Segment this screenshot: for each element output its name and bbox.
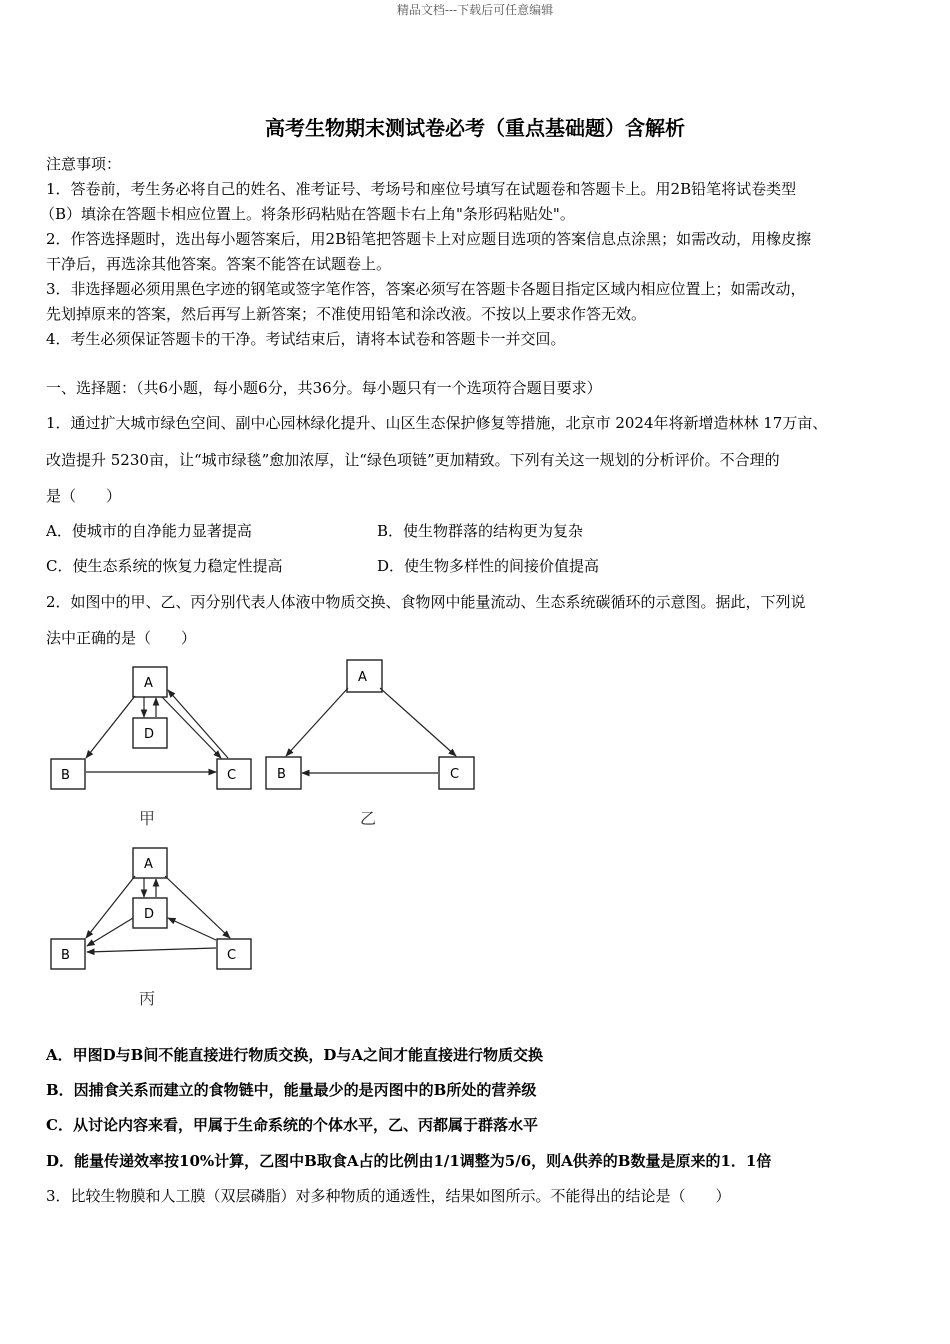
notice-line: 3．非选择题必须用黑色字迹的钢笔或签字笔作答，答案必须写在答题卡各题目指定区域内相应位置上；如需改动， — [46, 280, 806, 298]
q2-option-a: A．甲图D与B间不能直接进行物质交换，D与A之间才能直接进行物质交换 — [46, 1046, 543, 1064]
caption-yi: 乙 — [360, 809, 377, 828]
node-a-label: A — [144, 857, 153, 872]
node-c-label: C — [450, 767, 460, 782]
q3-stem: 3．比较生物膜和人工膜（双层磷脂）对多种物质的通透性，结果如图所示。不能得出的结论是（ ） — [46, 1187, 731, 1205]
q2-option-b: B．因捕食关系而建立的食物链中，能量最少的是丙图中的B所处的营养级 — [46, 1081, 537, 1099]
notice-line: （B）填涂在答题卡相应位置上。将条形码粘贴在答题卡右上角"条形码粘贴处"。 — [40, 205, 575, 223]
arrow-a-b — [286, 688, 348, 756]
node-d-label: D — [144, 727, 155, 742]
section-heading: 一、选择题：（共6小题，每小题6分，共36分。每小题只有一个选项符合题目要求） — [46, 379, 602, 397]
arrow-a-c — [380, 688, 456, 756]
arrow-a-c — [162, 697, 221, 758]
arrow-c-b — [87, 948, 216, 952]
q1-stem: 1．通过扩大城市绿色空间、副中心园林绿化提升、山区生态保护修复等措施，北京市 2024年将新增造林林 17万亩、 — [46, 414, 828, 432]
q1-stem: 改造提升 5230亩，让“城市绿毯”愈加浓厚，让“绿色项链”更加精致。下列有关这一规划的分析评价。不合理的 — [46, 451, 780, 469]
caption-bing: 丙 — [139, 989, 156, 1008]
q1-option-d: D．使生物多样性的间接价值提高 — [377, 557, 600, 575]
node-b-label: B — [277, 767, 286, 782]
node-b-label: B — [61, 768, 70, 783]
notice-line: 2．作答选择题时，选出每小题答案后，用2B铅笔把答题卡上对应题目选项的答案信息点涂黑；如需改动，用橡皮擦 — [46, 230, 812, 248]
arrow-a-b — [86, 876, 135, 938]
notice-heading: 注意事项： — [46, 155, 122, 173]
node-c-label: C — [227, 948, 237, 963]
notice-line: 1．答卷前，考生务必将自己的姓名、准考证号、考场号和座位号填写在试题卷和答题卡上。用2B铅笔将试卷类型 — [46, 180, 797, 198]
arrow-a-b — [86, 696, 135, 758]
caption-jia: 甲 — [139, 809, 156, 828]
diagram-bing — [40, 842, 270, 982]
node-a-label: A — [358, 670, 367, 685]
arrow-c-a — [168, 690, 228, 758]
node-c-label: C — [227, 768, 237, 783]
q2-stem: 法中正确的是（ ） — [46, 629, 197, 647]
node-a-label: A — [144, 676, 153, 691]
notice-line: 4．考生必须保证答题卡的干净。考试结束后，请将本试卷和答题卡一并交回。 — [46, 330, 566, 348]
q1-stem: 是（ ） — [46, 487, 122, 505]
q1-option-c: C．使生态系统的恢复力稳定性提高 — [46, 557, 283, 575]
diagram-jia — [40, 660, 270, 800]
q2-stem: 2．如图中的甲、乙、丙分别代表人体液中物质交换、食物网中能量流动、生态系统碳循环的示意图。据此，下列说 — [46, 593, 806, 611]
notice-line: 先划掉原来的答案，然后再写上新答案；不准使用铅笔和涂改液。不按以上要求作答无效。 — [46, 305, 647, 323]
notice-line: 干净后，再选涂其他答案。答案不能答在试题卷上。 — [46, 255, 392, 273]
q1-option-a: A．使城市的自净能力显著提高 — [46, 522, 252, 540]
node-d-label: D — [144, 907, 155, 922]
page-header: 精品文档---下载后可任意编辑 — [396, 3, 554, 17]
node-b-label: B — [61, 948, 70, 963]
diagram-yi — [258, 655, 488, 800]
q2-option-d: D．能量传递效率按10%计算，乙图中B取食A占的比例由1/1调整为5/6，则A供养的B数量是原来的1．1倍 — [46, 1152, 772, 1170]
page-title: 高考生物期末测试卷必考（重点基础题）含解析 — [265, 116, 685, 140]
q2-option-c: C．从讨论内容来看，甲属于生命系统的个体水平，乙、丙都属于群落水平 — [46, 1116, 538, 1134]
q1-option-b: B．使生物群落的结构更为复杂 — [377, 522, 584, 540]
arrow-c-d — [168, 918, 216, 940]
arrow-a-c — [165, 876, 230, 938]
arrow-d-b — [87, 918, 133, 946]
